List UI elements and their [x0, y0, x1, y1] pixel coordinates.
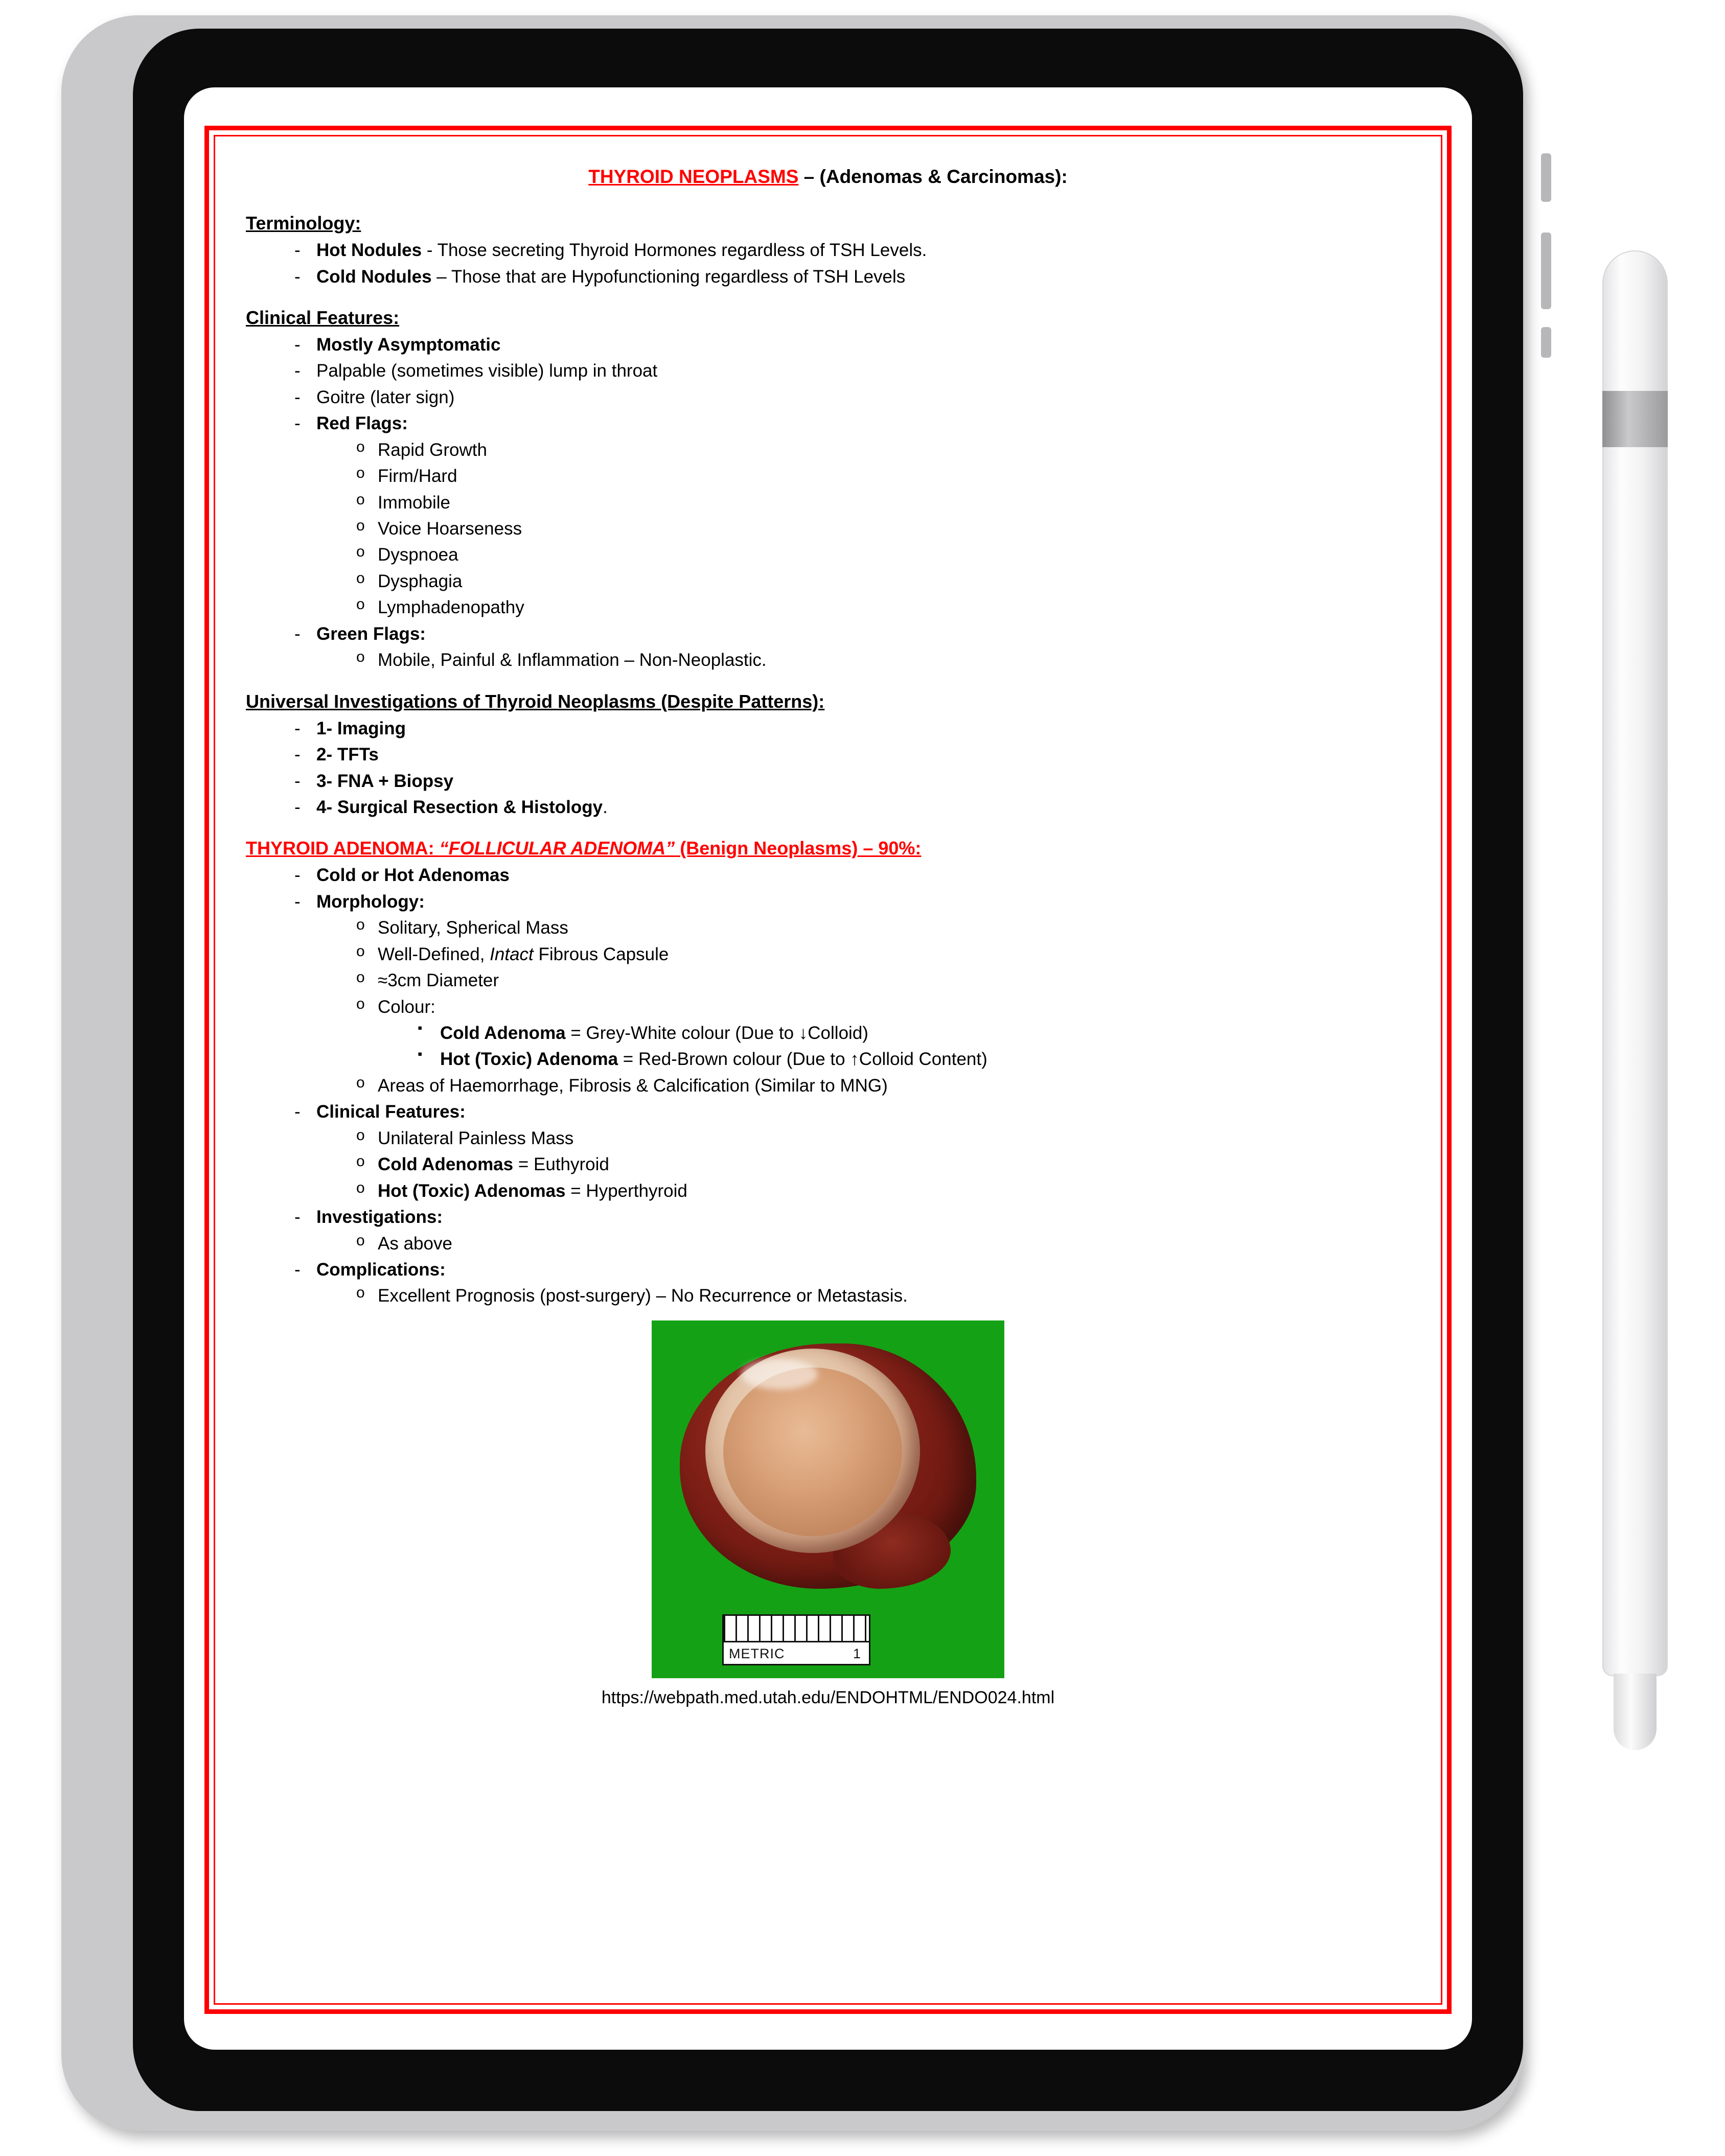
tablet-device-frame — [61, 15, 1523, 2131]
document-content-area — [214, 135, 1442, 2005]
circle-bullet-icon: o — [356, 465, 365, 482]
section-heading-thyroid-adenoma — [246, 838, 1410, 859]
circle-bullet-icon: o — [356, 1126, 365, 1144]
square-bullet-icon: ▪ — [418, 1020, 423, 1036]
list-item — [316, 490, 1410, 516]
list-item-bold: Hot Nodules — [316, 240, 422, 261]
list-item-text: Voice Hoarseness — [378, 519, 522, 539]
red-flags-sublist — [316, 437, 1410, 621]
morphology-label: Morphology: — [316, 891, 425, 912]
dash-bullet-icon: - — [294, 718, 301, 738]
list-item — [246, 768, 1410, 794]
list-item — [316, 941, 1410, 967]
tablet-screen[interactable] — [184, 87, 1472, 2050]
list-item-text: Goitre (later sign) — [316, 387, 455, 407]
list-item-text: Dysphagia — [378, 571, 463, 591]
terminology-list — [246, 237, 1410, 290]
figure-block — [246, 1320, 1410, 1708]
adenoma-list — [246, 862, 1410, 1309]
red-flags-label: Red Flags: — [316, 413, 408, 434]
dash-bullet-icon: - — [294, 865, 301, 886]
page-title — [246, 165, 1410, 189]
list-item — [316, 647, 1410, 673]
adenoma-core-shape — [723, 1367, 902, 1536]
ruler-ticks-icon — [724, 1616, 869, 1642]
list-item-text-italic: Intact — [490, 944, 534, 964]
circle-bullet-icon: o — [356, 648, 365, 666]
list-item-text: Unilateral Painless Mass — [378, 1128, 574, 1148]
list-item-text: = Euthyroid — [513, 1154, 609, 1175]
dash-bullet-icon: - — [294, 413, 301, 434]
circle-bullet-icon: o — [356, 1284, 365, 1302]
list-item-text: . — [603, 797, 608, 817]
complications-label: Complications: — [316, 1259, 446, 1280]
list-item-text: Palpable (sometimes visible) lump in throat — [316, 361, 658, 381]
metric-ruler — [722, 1614, 870, 1665]
list-item-red-flags — [246, 410, 1410, 621]
circle-bullet-icon: o — [356, 438, 365, 455]
dash-bullet-icon: - — [294, 623, 301, 644]
list-item-bold: Hot (Toxic) Adenoma — [440, 1049, 618, 1070]
stylus-barrel — [1602, 250, 1668, 1676]
list-item-text: = Hyperthyroid — [565, 1180, 687, 1201]
list-item — [316, 915, 1410, 941]
circle-bullet-icon: o — [356, 916, 365, 934]
list-item — [246, 358, 1410, 384]
stylus-pen[interactable] — [1602, 250, 1668, 1743]
dash-bullet-icon: - — [294, 240, 301, 261]
list-item-bold: 4- Surgical Resection & Histology — [316, 797, 603, 817]
list-item-morphology — [246, 889, 1410, 1099]
circle-bullet-icon: o — [356, 543, 365, 561]
investigations-label: Investigations: — [316, 1207, 443, 1227]
tablet-volume-down-button[interactable] — [1541, 327, 1551, 358]
dash-bullet-icon: - — [294, 1207, 301, 1227]
tablet-bezel — [133, 29, 1523, 2111]
list-item-text: Areas of Haemorrhage, Fibrosis & Calcification (Similar to MNG) — [378, 1075, 888, 1096]
complications-sublist — [316, 1283, 1410, 1309]
list-item-text: As above — [378, 1233, 452, 1254]
page-title-highlight: THYROID NEOPLASMS — [588, 166, 799, 187]
list-item — [246, 264, 1410, 290]
list-item — [246, 741, 1410, 768]
list-item — [316, 568, 1410, 594]
green-flags-sublist — [316, 647, 1410, 673]
clinical-features-label: Clinical Features: — [316, 1102, 466, 1122]
list-item-text: Solitary, Spherical Mass — [378, 918, 568, 938]
list-item-bold: 1- Imaging — [316, 718, 406, 738]
circle-bullet-icon: o — [356, 596, 365, 613]
stylus-metal-band — [1602, 391, 1668, 447]
dash-bullet-icon: - — [294, 745, 301, 765]
list-item-green-flags — [246, 621, 1410, 674]
list-item-text: Mobile, Painful & Inflammation – Non-Neoplastic. — [378, 650, 767, 670]
list-item-bold: Mostly Asymptomatic — [316, 334, 501, 355]
square-bullet-icon: ▪ — [418, 1046, 423, 1062]
circle-bullet-icon: o — [356, 517, 365, 535]
adenoma-heading-italic: “FOLLICULAR ADENOMA” — [439, 838, 675, 859]
list-item-colour — [316, 994, 1410, 1073]
stylus-tip — [1614, 1674, 1657, 1750]
section-heading-terminology: Terminology: — [246, 213, 361, 234]
page-title-rest: – (Adenomas & Carcinomas): — [798, 166, 1068, 187]
document-page — [204, 126, 1452, 2014]
list-item-text: ≈3cm Diameter — [378, 970, 499, 991]
clinical-features-list — [246, 332, 1410, 674]
specimen-photo — [652, 1320, 1004, 1678]
list-item — [316, 542, 1410, 568]
list-item — [316, 1073, 1410, 1099]
morphology-sublist — [316, 915, 1410, 1099]
adenoma-heading-suffix: (Benign Neoplasms) – 90%: — [675, 838, 922, 859]
list-item — [316, 437, 1410, 463]
colour-sublist — [378, 1020, 1410, 1073]
dash-bullet-icon: - — [294, 771, 301, 791]
universal-investigations-list — [246, 715, 1410, 821]
list-item-text-post: Fibrous Capsule — [533, 944, 669, 964]
list-item-complications — [246, 1257, 1410, 1309]
list-item — [246, 794, 1410, 820]
specular-highlight — [741, 1359, 818, 1389]
list-item-text: Rapid Growth — [378, 439, 487, 460]
ruler-label: METRIC — [729, 1645, 785, 1661]
dash-bullet-icon: - — [294, 1102, 301, 1122]
list-item-bold: 2- TFTs — [316, 745, 379, 765]
ruler-number: 1 — [853, 1645, 861, 1661]
list-item-investigations — [246, 1204, 1410, 1257]
adenoma-clinical-features-sublist — [316, 1125, 1410, 1204]
list-item-text: Immobile — [378, 492, 450, 513]
list-item — [316, 516, 1410, 542]
list-item-bold: Cold Adenoma — [440, 1023, 566, 1044]
list-item-text: - Those secreting Thyroid Hormones regardless of TSH Levels. — [422, 240, 927, 261]
tablet-volume-up-button[interactable] — [1541, 233, 1551, 309]
circle-bullet-icon: o — [356, 969, 365, 986]
list-item — [316, 1125, 1410, 1151]
list-item — [378, 1046, 1410, 1072]
section-heading-clinical-features: Clinical Features: — [246, 307, 400, 328]
figure-caption-url: https://webpath.med.utah.edu/ENDOHTML/ENDO024.html — [601, 1687, 1055, 1707]
investigations-sublist — [316, 1231, 1410, 1257]
list-item — [246, 332, 1410, 358]
list-item — [316, 594, 1410, 620]
dash-bullet-icon: - — [294, 266, 301, 287]
section-heading-universal-investigations: Universal Investigations of Thyroid Neoplasms (Despite Patterns): — [246, 690, 825, 712]
list-item-clinical-features — [246, 1099, 1410, 1204]
circle-bullet-icon: o — [356, 1232, 365, 1249]
list-item-bold: Hot (Toxic) Adenomas — [378, 1180, 566, 1201]
circle-bullet-icon: o — [356, 995, 365, 1012]
green-flags-label: Green Flags: — [316, 623, 426, 644]
list-item-text: Excellent Prognosis (post-surgery) – No Recurrence or Metastasis. — [378, 1286, 908, 1306]
circle-bullet-icon: o — [356, 491, 365, 508]
circle-bullet-icon: o — [356, 1179, 365, 1196]
list-item — [246, 862, 1410, 888]
tablet-power-button[interactable] — [1541, 153, 1551, 202]
list-item-text: = Red-Brown colour (Due to ↑Colloid Content) — [618, 1049, 987, 1070]
list-item-bold: Cold Adenomas — [378, 1154, 514, 1175]
list-item — [246, 715, 1410, 741]
list-item — [316, 1231, 1410, 1257]
list-item — [378, 1020, 1410, 1046]
dash-bullet-icon: - — [294, 387, 301, 407]
list-item-bold: Cold or Hot Adenomas — [316, 865, 510, 886]
list-item — [246, 384, 1410, 410]
dash-bullet-icon: - — [294, 1259, 301, 1280]
list-item-text: – Those that are Hypofunctioning regardless of TSH Levels — [431, 266, 906, 287]
list-item-text-pre: Well-Defined, — [378, 944, 490, 964]
dash-bullet-icon: - — [294, 334, 301, 355]
circle-bullet-icon: o — [356, 1153, 365, 1170]
list-item — [316, 1151, 1410, 1177]
list-item — [316, 463, 1410, 489]
dash-bullet-icon: - — [294, 891, 301, 912]
list-item-text: = Grey-White colour (Due to ↓Colloid) — [565, 1023, 868, 1044]
circle-bullet-icon: o — [356, 569, 365, 587]
adenoma-heading-prefix: THYROID ADENOMA: — [246, 838, 440, 859]
list-item-bold: Cold Nodules — [316, 266, 432, 287]
list-item-text: Colour: — [378, 996, 435, 1017]
list-item — [246, 237, 1410, 263]
dash-bullet-icon: - — [294, 797, 301, 817]
dash-bullet-icon: - — [294, 361, 301, 381]
circle-bullet-icon: o — [356, 942, 365, 960]
list-item-text: Lymphadenopathy — [378, 597, 524, 618]
list-item — [316, 967, 1410, 993]
list-item-text: Dyspnoea — [378, 545, 458, 565]
list-item — [316, 1178, 1410, 1204]
list-item-bold: 3- FNA + Biopsy — [316, 771, 454, 791]
list-item — [316, 1283, 1410, 1309]
list-item-text: Firm/Hard — [378, 466, 457, 486]
circle-bullet-icon: o — [356, 1074, 365, 1091]
